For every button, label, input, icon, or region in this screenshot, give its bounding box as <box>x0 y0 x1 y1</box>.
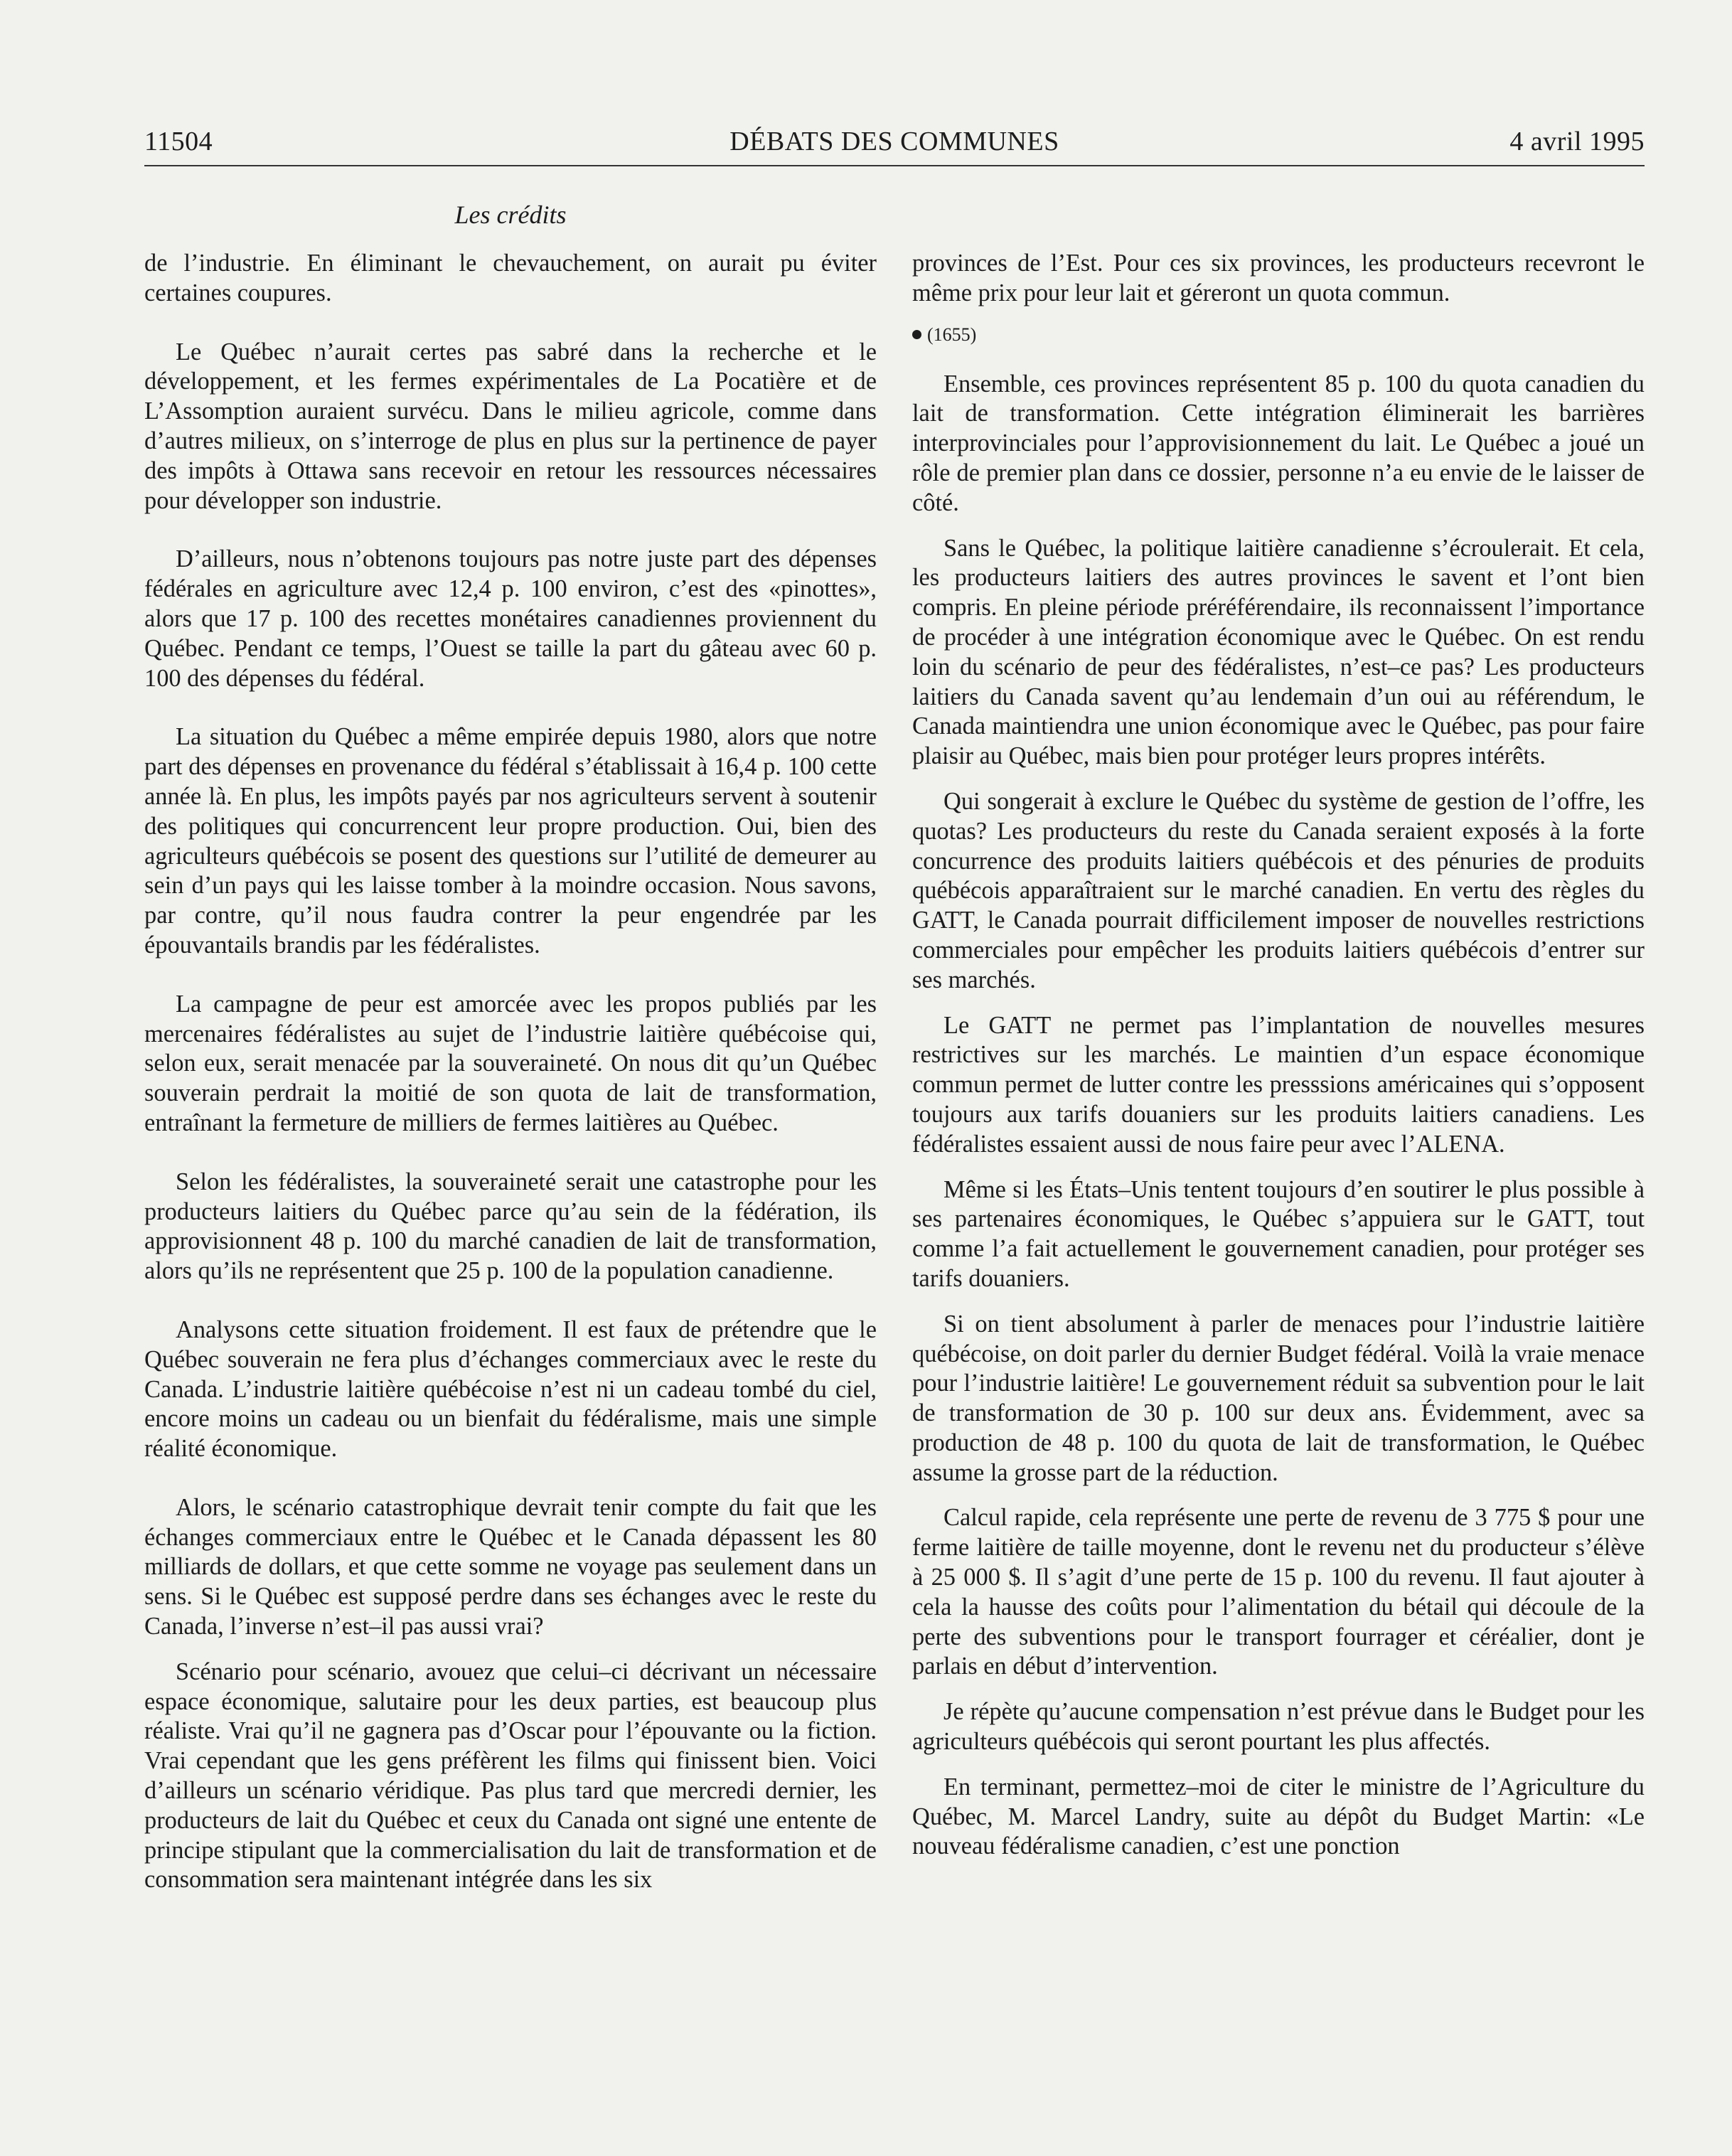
paragraph: Si on tient absolument à parler de menaces pour l’industrie laitière québécoise, on doit parler du dernier Budget fédéral. Voilà la vraie menace pour l’industrie laitière! Le gouvernement réduit sa subvention pour le lait de transformation de 30 p. 100 sur deux ans. Évidemment, avec sa production de 48 p. 100 du quota de lait de transformation, le Québec assume la grosse part de la réduction. <box>912 1310 1645 1486</box>
paragraph: La situation du Québec a même empirée depuis 1980, alors que notre part des dépenses en provenance du fédéral s’établissait à 16,4 p. 100 cette année là. En plus, les impôts payés par nos agriculteurs servent à soutenir des politiques qui concurrencent leur propre production. Oui, bien des agriculteurs québécois se posent des questions sur l’utilité de demeurer au sein d’un pays qui les laisse tomber à la moindre occasion. Nous savons, par contre, qu’il nous faudra contrer la peur engendrée par les épouvantails brandis par les fédéralistes. <box>144 723 877 959</box>
paragraph: Selon les fédéralistes, la souveraineté serait une catastrophe pour les producteurs laitiers du Québec parce qu’au sein de la fédération, ils approvisionnent 48 p. 100 du marché canadien de lait de transformation, alors qu’ils ne représentent que 25 p. 100 de la population canadienne. <box>144 1168 877 1285</box>
section-title: Les crédits <box>454 201 567 229</box>
paragraph: de l’industrie. En éliminant le chevauchement, on aurait pu éviter certaines coupures. <box>144 250 877 306</box>
publication-date: 4 avril 1995 <box>1509 127 1645 156</box>
bullet-icon <box>912 330 921 339</box>
paragraph: Scénario pour scénario, avouez que celui–ci décrivant un nécessaire espace économique, salutaire pour les deux parties, est beaucoup plus réaliste. Vrai qu’il ne gagnera pas d’Oscar pour l’épouvante ou la fiction. Vrai cependant que les gens préfèrent les films qui finissent bien. Voici d’ailleurs un scénario véridique. Pas plus tard que mercredi dernier, les producteurs de lait du Québec et ceux du Canada ont signé une entente de principe stipulant que la commercialisation du lait de transformation et de consommation sera maintenant intégrée dans les six <box>144 1658 877 1894</box>
paragraph: Calcul rapide, cela représente une perte de revenu de 3 775 $ pour une ferme laitière de taille moyenne, dont le revenu net du producteur s’élève à 25 000 $. Il s’agit d’une perte de 15 p. 100 du revenu. Il faut ajouter à cela la hausse des coûts pour l’alimentation du bétail qui découle de la perte des subventions pour le transport fourrager et céréalier, dont je parlais en début d’intervention. <box>912 1504 1645 1680</box>
time-marker-text: (1655) <box>927 324 977 345</box>
paragraph: Le Québec n’aurait certes pas sabré dans la recherche et le développement, et les fermes expérimentales de La Pocatière et de L’Assomption auraient survécu. Dans le milieu agricole, comme dans d’autres milieux, on s’interroge de plus en plus sur la pertinence de payer des impôts à Ottawa sans recevoir en retour les ressources nécessaires pour développer son industrie. <box>144 338 877 514</box>
paragraph: D’ailleurs, nous n’obtenons toujours pas notre juste part des dépenses fédérales en agriculture avec 12,4 p. 100 environ, c’est des «pinottes», alors que 17 p. 100 des recettes monétaires canadiennes proviennent du Québec. Pendant ce temps, l’Ouest se taille la part du gâteau avec 60 p. 100 des dépenses du fédéral. <box>144 545 877 692</box>
paragraph: Je répète qu’aucune compensation n’est prévue dans le Budget pour les agriculteurs québécois qui seront pourtant les plus affectés. <box>912 1698 1645 1756</box>
paragraph: En terminant, permettez–moi de citer le ministre de l’Agriculture du Québec, M. Marcel Landry, suite au dépôt du Budget Martin: «Le nouveau fédéralisme canadien, c’est une ponction <box>912 1773 1645 1860</box>
time-marker <box>912 324 1645 346</box>
paragraph: Même si les États–Unis tentent toujours d’en soutirer le plus possible à ses partenaires économiques, le Québec s’appuiera sur le GATT, tout comme l’a fait actuellement le gouvernement canadien, pour protéger ses tarifs douaniers. <box>912 1175 1645 1292</box>
page-number: 11504 <box>144 127 213 156</box>
right-column <box>912 249 1645 1877</box>
paragraph: Sans le Québec, la politique laitière canadienne s’écroulerait. Et cela, les producteurs laitiers des autres provinces le savent et l’ont bien compris. En pleine période préréférendaire, ils reconnaissent l’importance de procéder à une intégration économique avec le Québec. On est rendu loin du scénario de peur des fédéralistes, n’est–ce pas? Les producteurs laitiers du Canada savent qu’au lendemain d’un oui au référendum, le Canada maintiendra une union économique avec le Québec, pas pour faire plaisir au Québec, mais bien pour protéger leurs propres intérêts. <box>912 534 1645 770</box>
left-column <box>144 249 877 1924</box>
publication-title: DÉBATS DES COMMUNES <box>729 127 1059 156</box>
paragraph: La campagne de peur est amorcée avec les propos publiés par les mercenaires fédéralistes au sujet de l’industrie laitière québécoise qui, selon eux, serait menacée par la souveraineté. On nous dit qu’un Québec souverain perdrait la moitié de son quota de lait de transformation, entraînant la fermeture de milliers de fermes laitières au Québec. <box>144 990 877 1136</box>
page-header <box>144 122 1645 166</box>
paragraph: Le GATT ne permet pas l’implantation de nouvelles mesures restrictives sur les marchés. Le maintien d’un espace économique commun permet de lutter contre les presssions américaines qui s’opposent toujours aux tarifs douaniers sur les produits laitiers canadiens. Les fédéralistes essaient aussi de nous faire peur avec l’ALENA. <box>912 1011 1645 1158</box>
paragraph: Qui songerait à exclure le Québec du système de gestion de l’offre, les quotas? Les producteurs du reste du Canada seraient exposés à la forte concurrence des produits laitiers québécois et des pénuries de produits québécois apparaîtraient sur le marché canadien. En vertu des règles du GATT, le Canada pourrait difficilement imposer de nouvelles restrictions commerciales pour empêcher les produits laitiers québécois d’entrer sur ses marchés. <box>912 787 1645 993</box>
paragraph: Analysons cette situation froidement. Il est faux de prétendre que le Québec souverain ne fera plus d’échanges commerciaux avec le reste du Canada. L’industrie laitière québécoise n’est ni un cadeau tombé du ciel, encore moins un cadeau ou un bienfait du fédéralisme, mais une simple réalité économique. <box>144 1316 877 1463</box>
paragraph: Ensemble, ces provinces représentent 85 p. 100 du quota canadien du lait de transformation. Cette intégration éliminerait les barrières interprovinciales pour l’approvisionnement du lait. Le Québec a joué un rôle de premier plan dans ce dossier, personne n’a eu envie de le laisser de côté. <box>912 370 1645 516</box>
paragraph: Alors, le scénario catastrophique devrait tenir compte du fait que les échanges commerciaux entre le Québec et le Canada dépassent les 80 milliards de dollars, et que cette somme ne voyage pas seulement dans un sens. Si le Québec est supposé perdre dans ses échanges avec le reste du Canada, l’inverse n’est–il pas aussi vrai? <box>144 1493 877 1640</box>
paragraph: provinces de l’Est. Pour ces six provinces, les producteurs recevront le même prix pour leur lait et géreront un quota commun. <box>912 250 1645 306</box>
